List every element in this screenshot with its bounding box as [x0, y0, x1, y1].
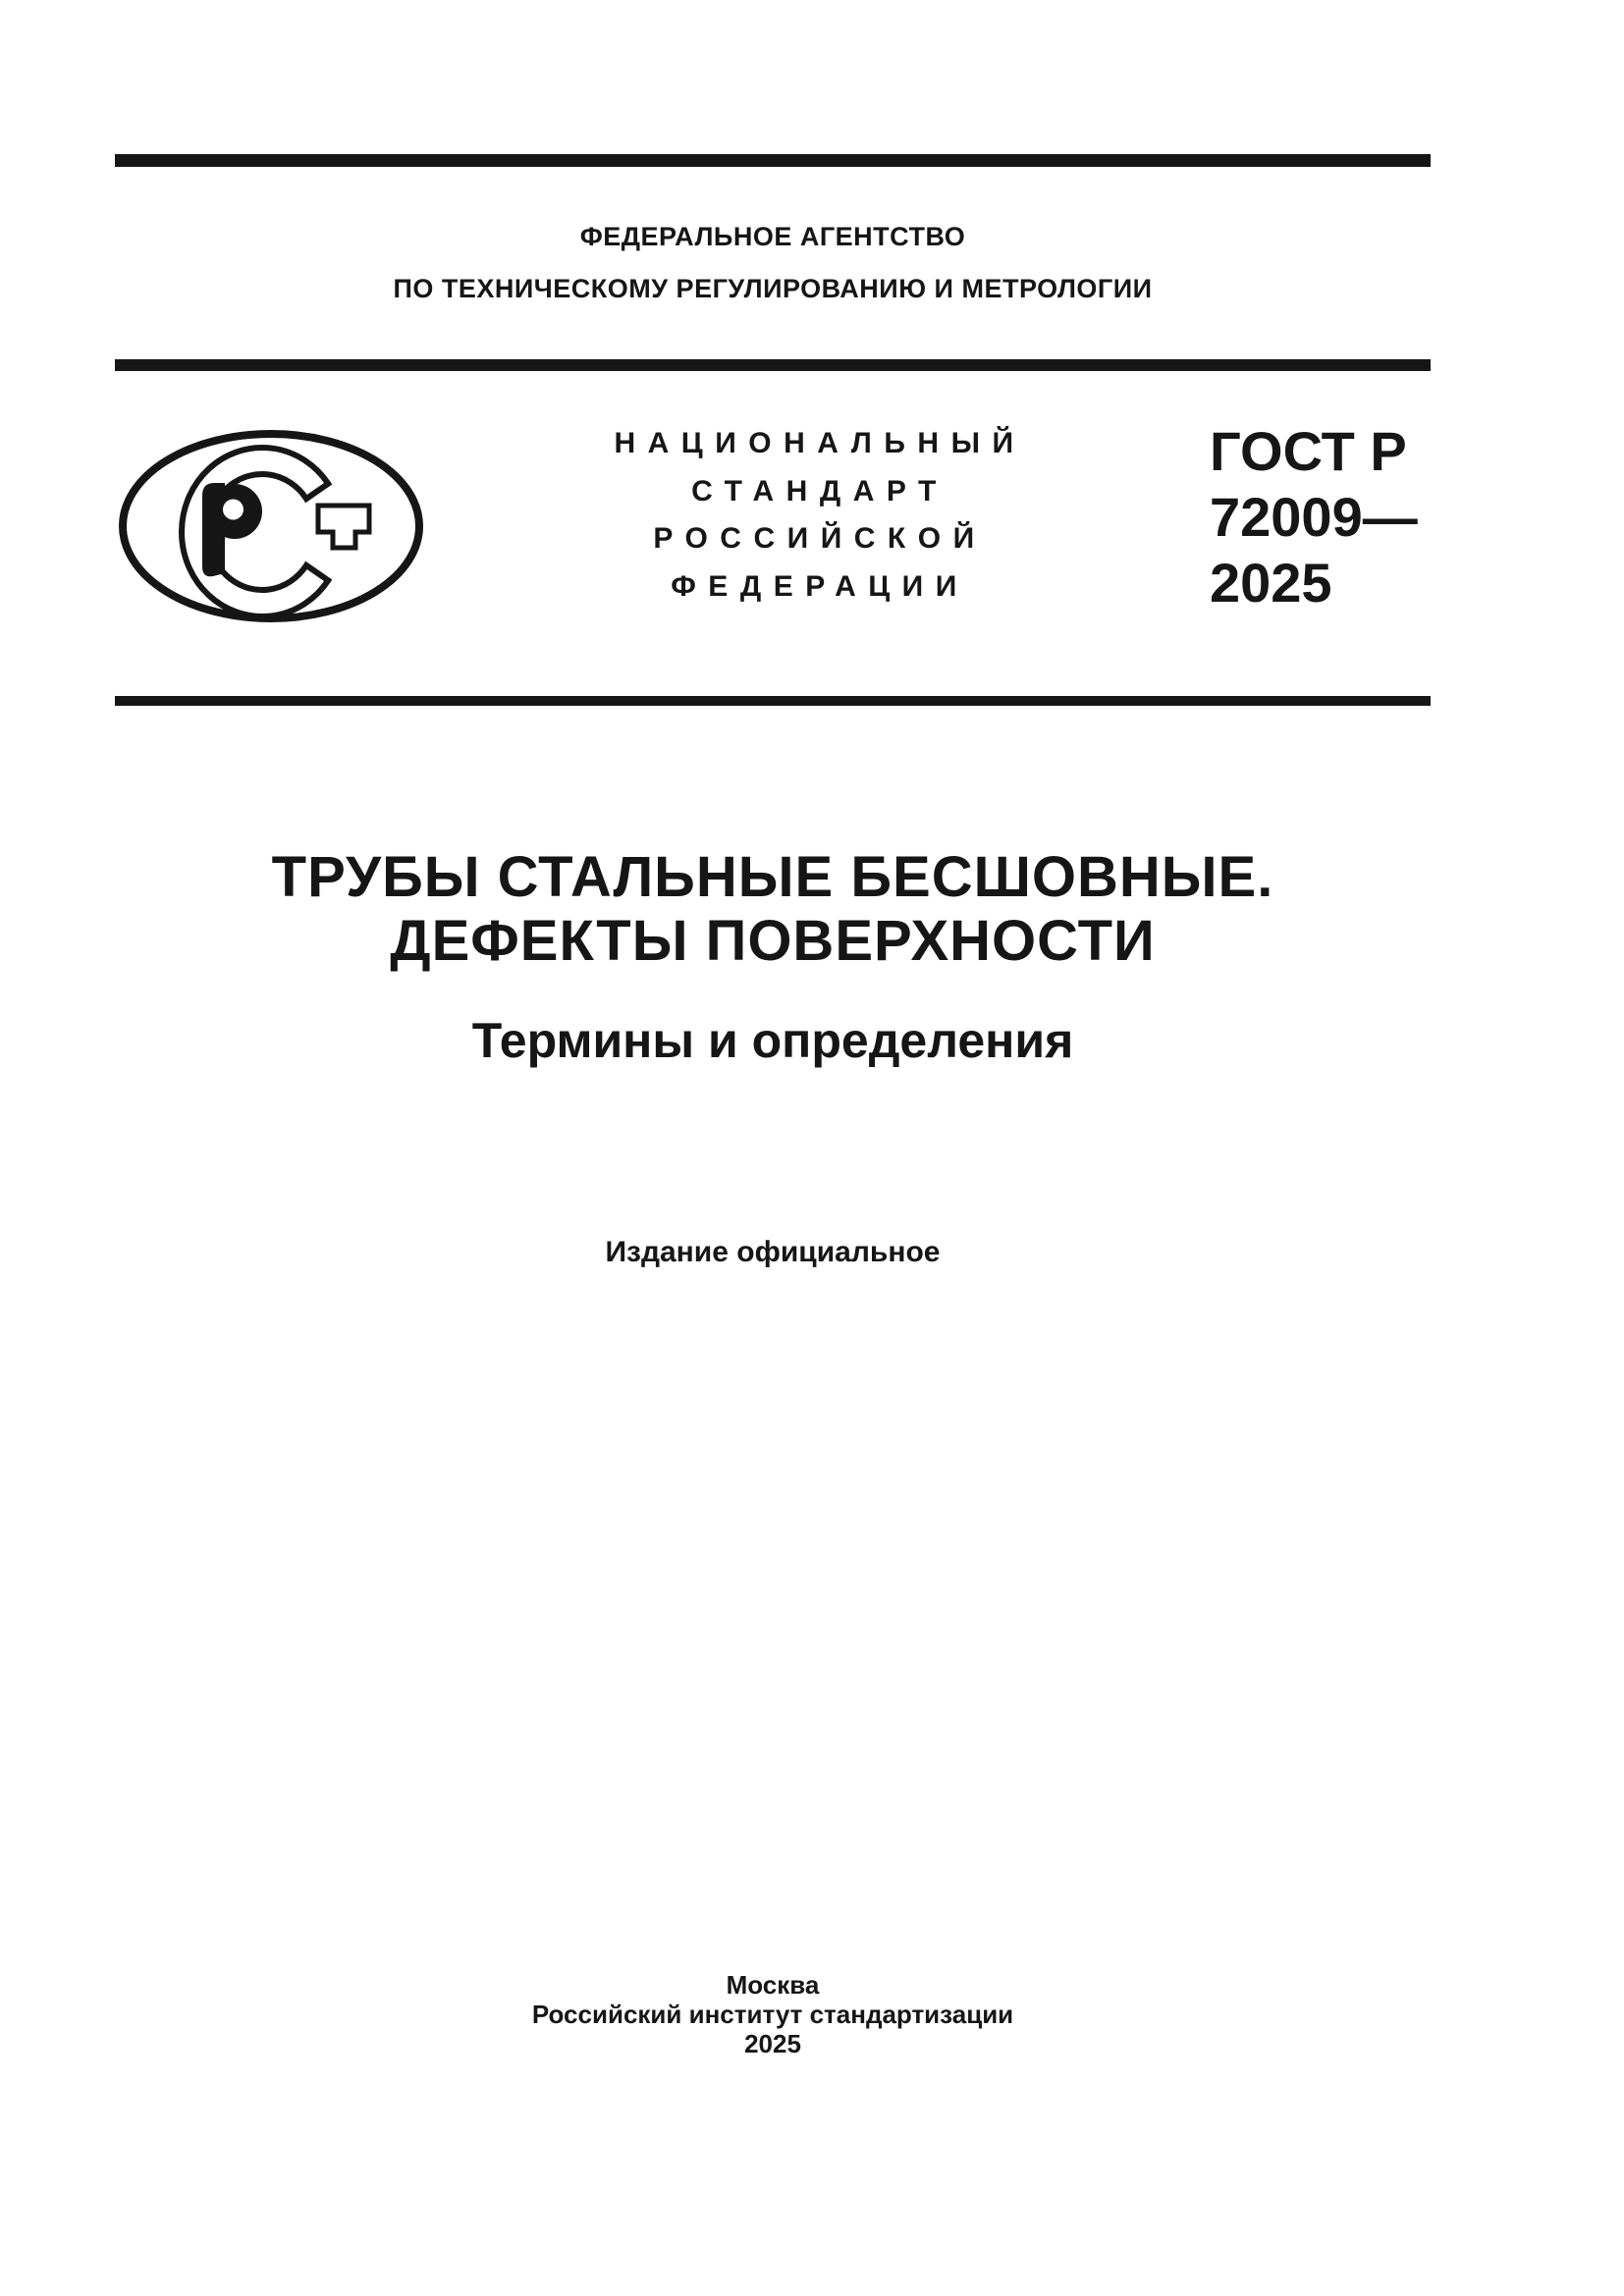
standard-type-line4: ФЕДЕРАЦИИ — [671, 569, 969, 603]
top-rule — [115, 154, 1431, 167]
standard-type-line2: СТАНДАРТ — [691, 474, 948, 507]
agency-name-line2: ПО ТЕХНИЧЕСКОМУ РЕГУЛИРОВАНИЮ И МЕТРОЛОГИИ — [393, 274, 1153, 303]
bottom-header-rule — [115, 696, 1431, 706]
designation-line2: 72009— — [1210, 486, 1418, 548]
standard-type-line3: РОССИЙСКОЙ — [653, 522, 987, 555]
imprint — [115, 1970, 1431, 2058]
rst-letter-r — [202, 483, 262, 576]
designation-line3: 2025 — [1210, 552, 1332, 614]
rst-letter-t — [318, 506, 369, 548]
designation-line1: ГОСТ Р — [1210, 420, 1407, 482]
standard-type-line1: НАЦИОНАЛЬНЫЙ — [614, 427, 1026, 459]
document-title — [115, 845, 1431, 973]
document-title-line1: ТРУБЫ СТАЛЬНЫЕ БЕСШОВНЫЕ. — [271, 845, 1274, 909]
rst-logo-svg — [115, 429, 427, 623]
imprint-publisher: Российский институт стандартизации — [531, 2000, 1014, 2029]
imprint-year: 2025 — [744, 2029, 801, 2058]
middle-rule — [115, 359, 1431, 371]
imprint-city: Москва — [726, 1970, 820, 2000]
document-subtitle: Термины и определения — [471, 1013, 1074, 1068]
standard-designation — [1210, 418, 1418, 615]
document-title-line2: ДЕФЕКТЫ ПОВЕРХНОСТИ — [390, 909, 1156, 973]
agency-name-line1: ФЕДЕРАЛЬНОЕ АГЕНТСТВО — [579, 222, 966, 251]
edition-note: Издание официальное — [605, 1236, 941, 1268]
standard-type-label — [442, 420, 1198, 611]
agency-name — [115, 211, 1431, 315]
rosstandart-logo-icon — [115, 429, 427, 623]
